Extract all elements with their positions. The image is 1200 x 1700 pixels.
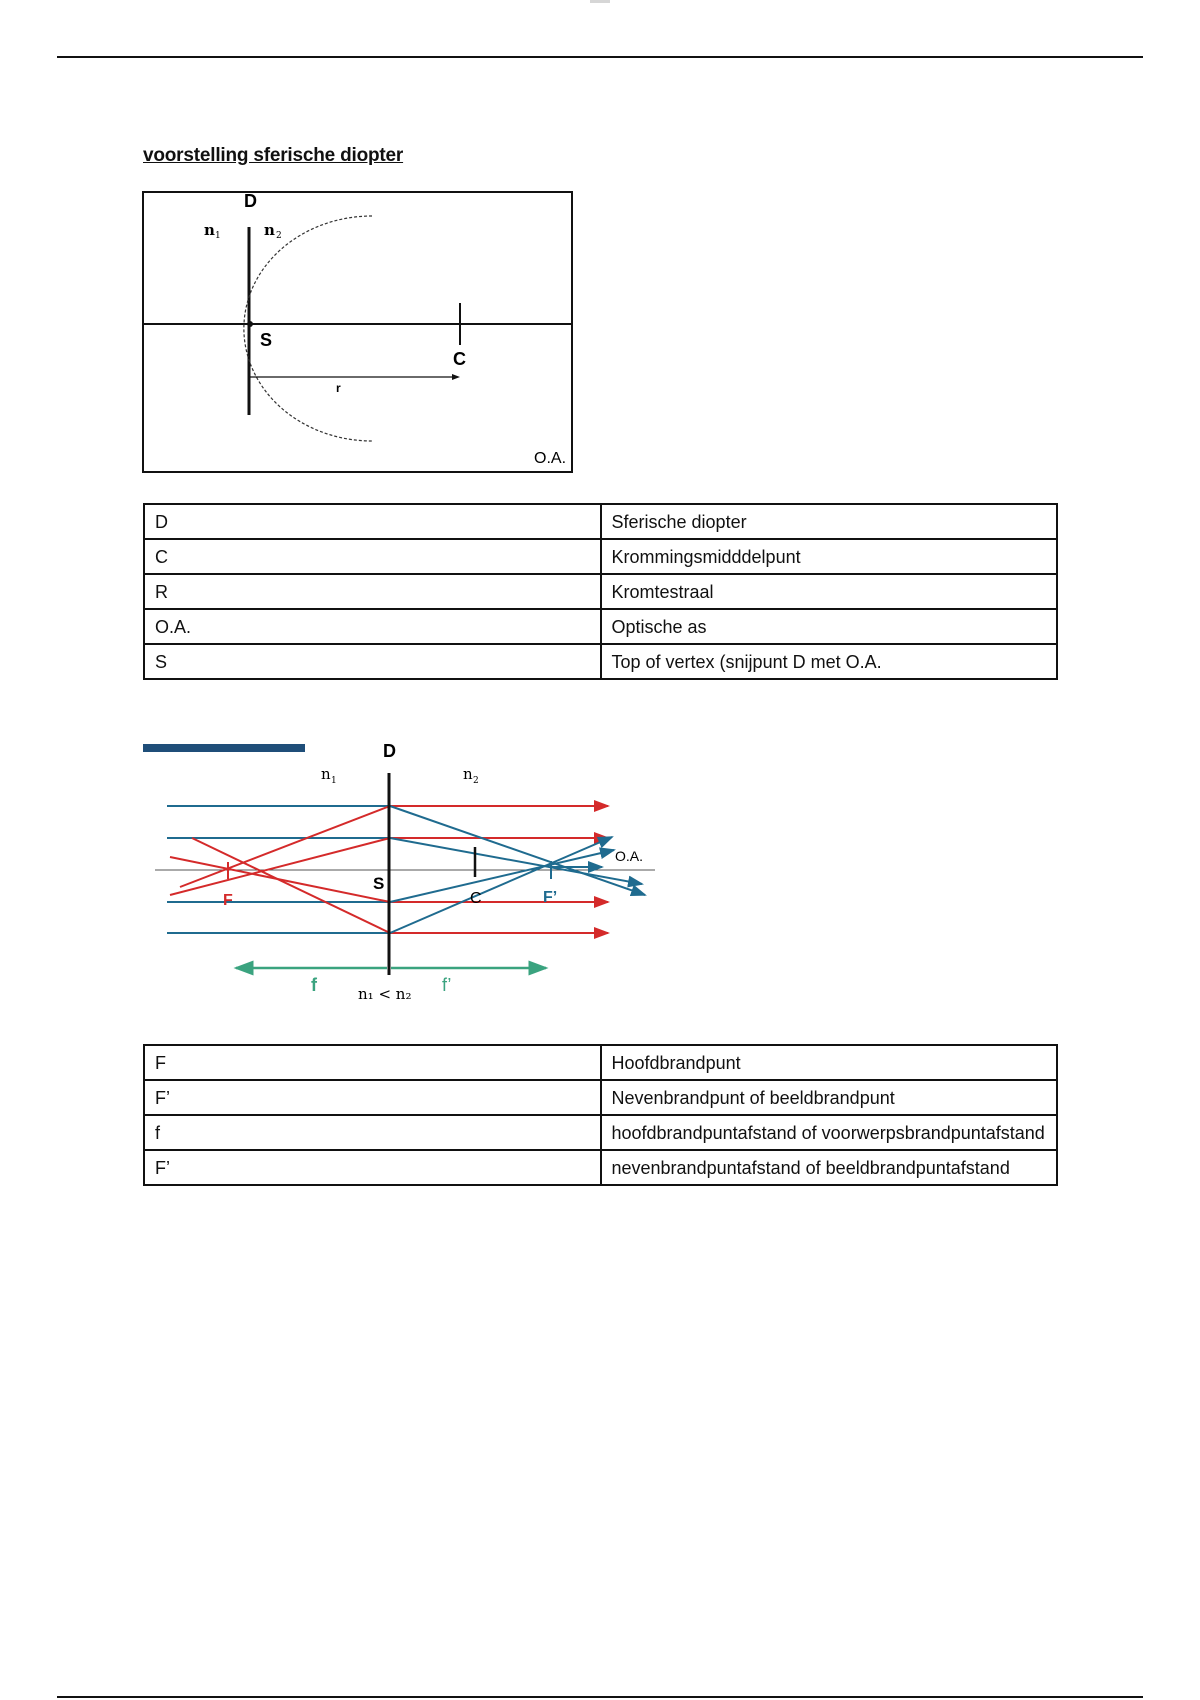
table-row	[144, 1080, 1057, 1115]
symbol-cell: f	[144, 1115, 601, 1150]
label-S: S	[260, 330, 273, 350]
diopter-diagram	[142, 191, 573, 473]
label-OA: O.A.	[534, 450, 567, 467]
symbol-table-1	[143, 503, 1058, 680]
symbol-cell: F’	[144, 1150, 601, 1185]
blue-ray	[390, 806, 645, 895]
symbol-cell: D	[144, 504, 601, 539]
label-n2-sub: 2	[473, 776, 479, 786]
label-n1: n	[321, 765, 331, 783]
label-C: C	[453, 349, 466, 369]
red-ray	[170, 857, 390, 902]
symbol-cell: F	[144, 1045, 601, 1080]
table-row	[144, 644, 1057, 679]
red-ray	[192, 838, 390, 933]
meaning-cell: Sferische diopter	[601, 504, 1058, 539]
blue-ray	[390, 837, 612, 933]
table-row	[144, 1045, 1057, 1080]
table-row	[144, 504, 1057, 539]
table-row	[144, 574, 1057, 609]
symbol-cell: R	[144, 574, 601, 609]
label-D: D	[244, 191, 257, 211]
label-n1-sub: 1	[331, 776, 337, 786]
symbol-cell: C	[144, 539, 601, 574]
label-n1: n	[204, 221, 215, 239]
section-heading: voorstelling sferische diopter	[143, 145, 404, 166]
table-row	[144, 1115, 1057, 1150]
label-OA: O.A.	[615, 848, 644, 864]
page-top-marker	[590, 0, 610, 3]
label-fp: f’	[442, 975, 452, 995]
label-S: S	[373, 874, 385, 893]
meaning-cell: Hoofdbrandpunt	[601, 1045, 1058, 1080]
meaning-cell: Optische as	[601, 609, 1058, 644]
label-Fp: F’	[543, 889, 558, 906]
symbol-cell: O.A.	[144, 609, 601, 644]
meaning-cell: nevenbrandpuntafstand of beeldbrandpuntafstand	[601, 1150, 1058, 1185]
red-ray	[170, 838, 390, 895]
header-rule	[57, 56, 1143, 58]
table-row	[144, 539, 1057, 574]
label-C: C	[470, 890, 482, 907]
meaning-cell: hoofdbrandpuntafstand of voorwerpsbrandpuntafstand	[601, 1115, 1058, 1150]
symbol-cell: F’	[144, 1080, 601, 1115]
decorative-bar	[143, 744, 305, 752]
table-row	[144, 1150, 1057, 1185]
label-n1-sub: 1	[215, 231, 221, 241]
footer-rule	[57, 1696, 1143, 1698]
label-n2: n	[264, 221, 275, 239]
meaning-cell: Top of vertex (snijpunt D met O.A.	[601, 644, 1058, 679]
symbol-cell: S	[144, 644, 601, 679]
blue-ray	[390, 838, 642, 884]
label-n2: n	[463, 765, 473, 783]
label-F: F	[223, 892, 233, 909]
table-row	[144, 609, 1057, 644]
focal-points-diagram	[140, 735, 660, 1010]
meaning-cell: Nevenbrandpunt of beeldbrandpunt	[601, 1080, 1058, 1115]
vertex-point	[247, 321, 253, 327]
symbol-table-2	[143, 1044, 1058, 1186]
meaning-cell: Krommingsmidddelpunt	[601, 539, 1058, 574]
label-condition: n₁ < n₂	[358, 985, 412, 1003]
label-f: f	[311, 975, 317, 995]
label-r: r	[336, 381, 341, 395]
label-D: D	[383, 741, 396, 761]
meaning-cell: Kromtestraal	[601, 574, 1058, 609]
label-n2-sub: 2	[276, 231, 282, 241]
